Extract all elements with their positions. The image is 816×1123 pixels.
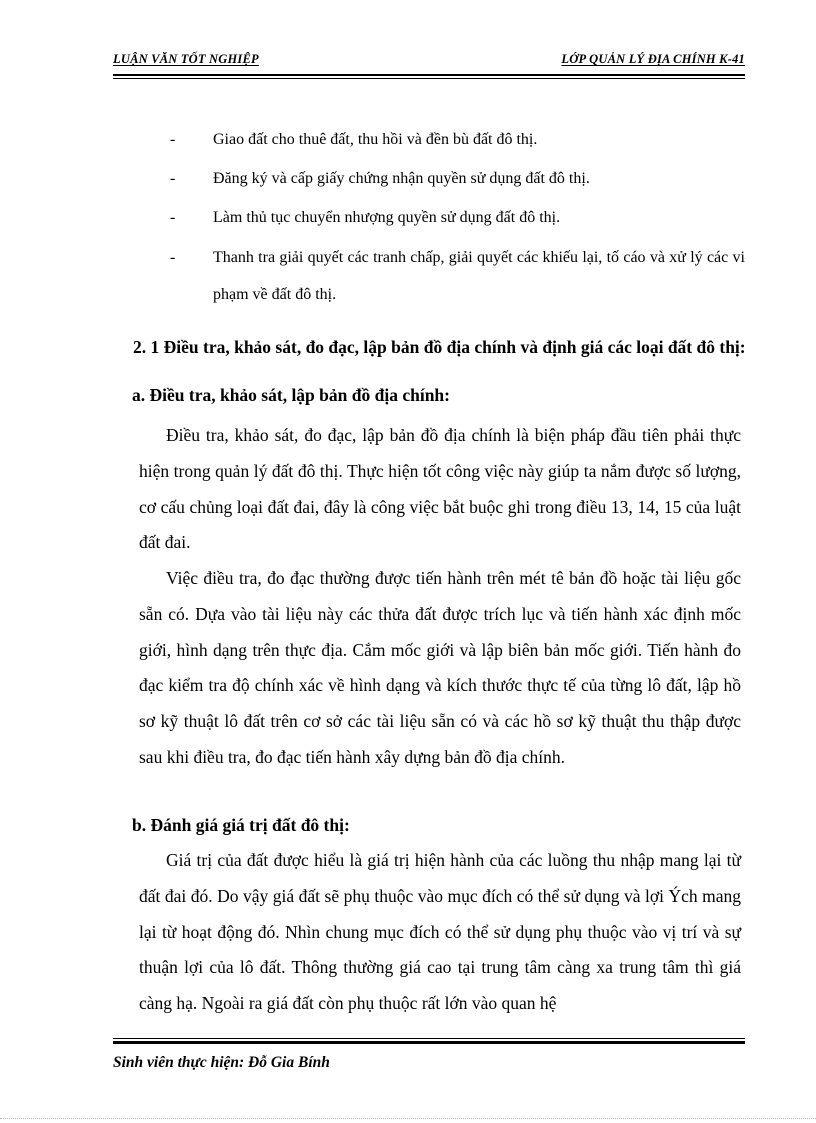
bullet-text: Thanh tra giải quyết các tranh chấp, giải quyết các khiếu lại, tố cáo và xử lý các vi phạm về đất đô thị. <box>213 249 745 303</box>
header-thesis-title: LUẬN VĂN TỐT NGHIỆP <box>113 52 259 66</box>
footer-student-name: Sinh viên thực hiện: Đỗ Gia Bính <box>113 1054 330 1071</box>
bullet-item <box>170 239 745 313</box>
page-edge-divider <box>0 1118 816 1119</box>
bullet-text: Đăng ký và cấp giấy chứng nhận quyền sử dụng đất đô thị. <box>213 170 590 187</box>
bullet-text: Làm thủ tục chuyển nhượng quyền sử dụng đất đô thị. <box>213 209 561 226</box>
header-rule-thin <box>113 78 745 79</box>
bullet-dash: - <box>170 249 176 266</box>
footer-rule-thin <box>113 1038 745 1039</box>
bullet-item <box>170 121 745 158</box>
footer-rule-thick <box>113 1041 745 1044</box>
page-header <box>113 52 745 72</box>
section-heading: 2. 1 Điều tra, khảo sát, đo đạc, lập bản đồ địa chính và định giá các loại đất đô thị: <box>133 337 746 357</box>
subsection-a-heading: a. Điều tra, khảo sát, lập bản đồ địa chính: <box>132 385 450 405</box>
paragraph: Giá trị của đất được hiểu là giá trị hiện hành của các luồng thu nhập mang lại từ đất đai đó. Do vậy giá đất sẽ phụ thuộc vào mục đích có thể sử dụng và lợi Ých mang lại từ hoạt động đó. Nhìn chung mục đích có thể sử dụng phụ thuộc vào vị trí và sự thuận lợi của lô đất. Thông thường giá cao tại trung tâm càng xa trung tâm thì giá càng hạ. Ngoài ra giá đất còn phụ thuộc rất lớn vào quan hệ <box>139 850 741 1014</box>
bullet-text: Giao đất cho thuê đất, thu hồi và đền bù đất đô thị. <box>213 131 538 148</box>
bullet-item <box>170 199 745 236</box>
paragraph: Điều tra, khảo sát, đo đạc, lập bản đồ địa chính là biện pháp đầu tiên phải thực hiện trong quản lý đất đô thị. Thực hiện tốt công việc này giúp ta nắm được số lượng, cơ cấu chủng loại đất đai, đây là công việc bắt buộc ghi trong điều 13, 14, 15 của luật đất đai. <box>139 425 741 553</box>
bullet-dash: - <box>170 131 176 148</box>
header-class-name: LỚP QUẢN LÝ ĐỊA CHÍNH K-41 <box>561 52 745 66</box>
header-rule-thick <box>113 74 745 76</box>
bullet-dash: - <box>170 170 176 187</box>
paragraph: Việc điều tra, đo đạc thường được tiến hành trên mét tê bản đồ hoặc tài liệu gốc sẵn có. Dựa vào tài liệu này các thửa đất được trích lục và tiến hành xác định mốc giới, hình dạng trên thực địa. Cắm mốc giới và lập biên bản mốc giới. Tiến hành đo đạc kiểm tra độ chính xác về hình dạng và kích thước thực tế của từng lô đất, lập hồ sơ kỹ thuật lô đất trên cơ sở các tài liệu sẵn có và các hồ sơ kỹ thuật thu thập được sau khi điều tra, đo đạc tiến hành xây dựng bản đồ địa chính. <box>139 568 741 767</box>
subsection-b-heading: b. Đánh giá giá trị đất đô thị: <box>132 815 350 835</box>
bullet-item <box>170 160 745 197</box>
bullet-dash: - <box>170 209 176 226</box>
